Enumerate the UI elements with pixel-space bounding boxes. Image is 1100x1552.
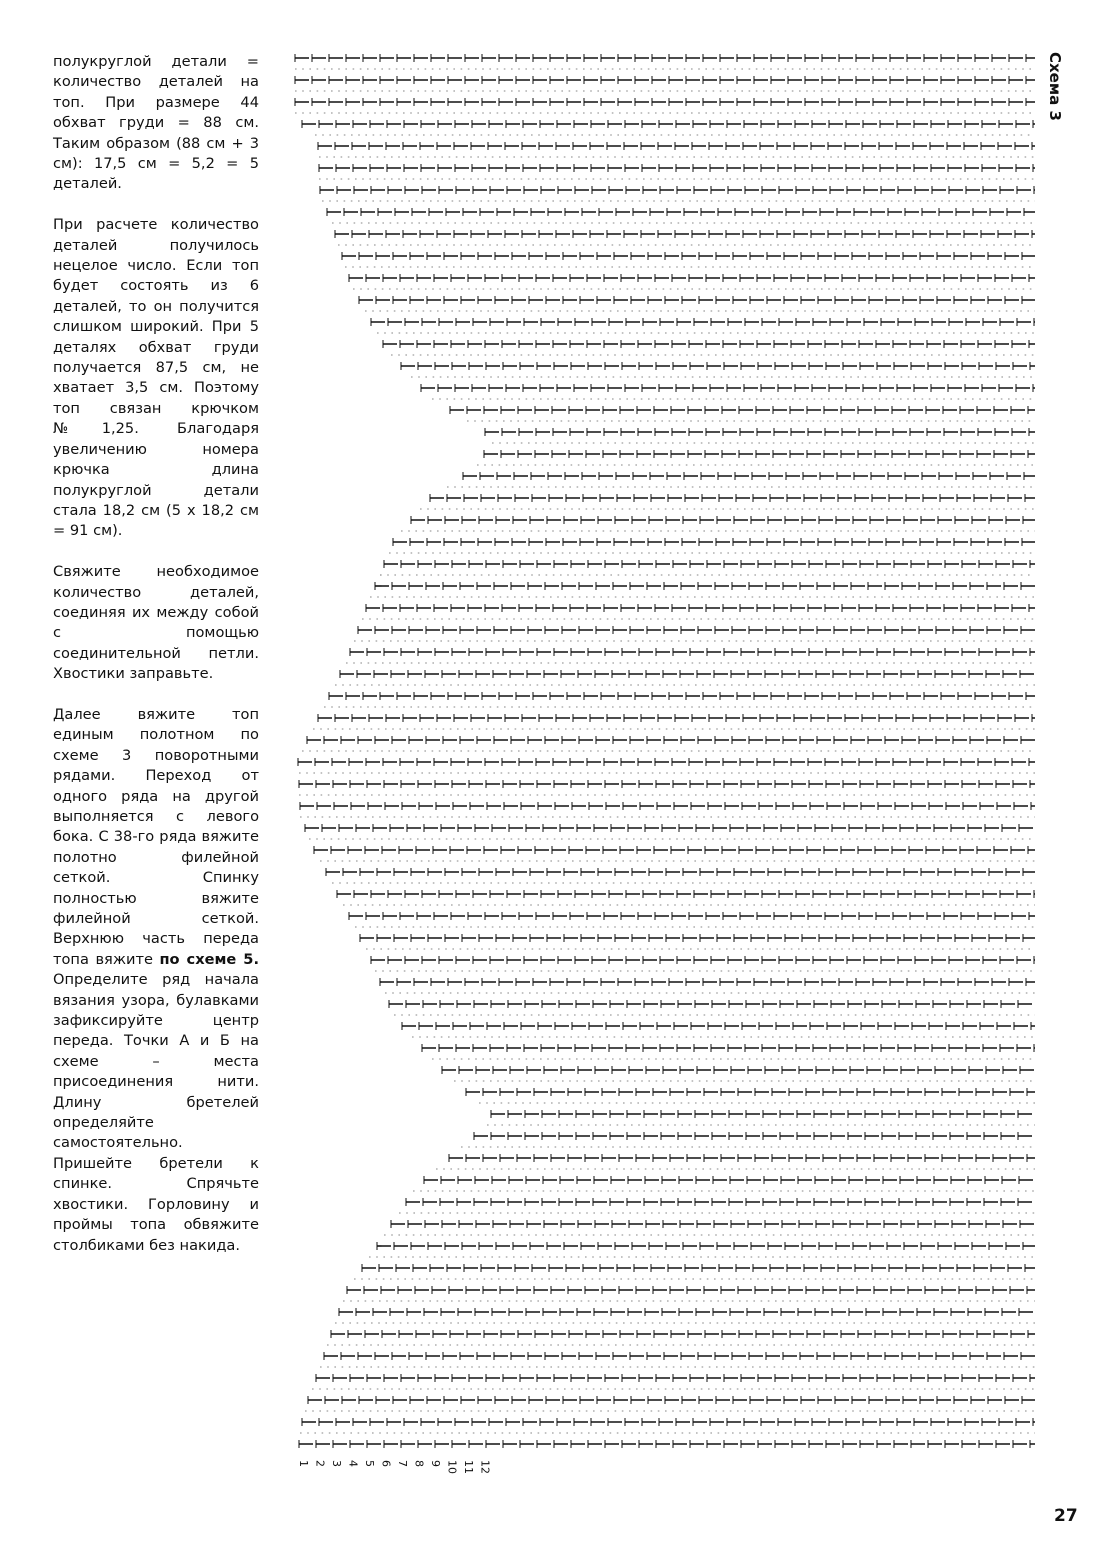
article-text (53, 52, 259, 1276)
row-number-label: 10 (445, 1460, 459, 1474)
scheme-row (491, 1110, 1035, 1118)
scheme-row (298, 758, 1035, 766)
scheme-row (307, 736, 1035, 744)
scheme-row (305, 824, 1035, 832)
scheme-row (295, 76, 1035, 84)
row-number-label: 3 (330, 1460, 343, 1467)
scheme-row (295, 54, 1035, 62)
scheme-row (308, 1396, 1035, 1404)
scheme-row (350, 648, 1035, 656)
scheme-row (474, 1132, 1035, 1140)
scheme-row (358, 626, 1035, 634)
scheme-row (466, 1088, 1035, 1096)
scheme-row (484, 450, 1035, 458)
scheme-row (326, 868, 1035, 876)
scheme-row-ticks (340, 670, 1020, 678)
scheme-row (402, 1022, 1035, 1030)
scheme-row (375, 582, 1035, 590)
scheme-row (318, 714, 1035, 722)
scheme-row (300, 802, 1035, 810)
scheme-row (449, 1154, 1035, 1162)
scheme-row-ticks (350, 648, 1030, 656)
row-number-label: 1 (297, 1460, 310, 1467)
scheme-row (327, 208, 1035, 216)
scheme-row (335, 230, 1035, 238)
scheme-title: Схема 3 (1046, 52, 1064, 121)
paragraph-4 (53, 705, 259, 1256)
scheme-row (319, 164, 1035, 172)
scheme-row (302, 1418, 1035, 1426)
row-number-label: 5 (363, 1460, 376, 1467)
scheme-row-ticks (349, 912, 1029, 920)
row-number-label: 7 (396, 1460, 409, 1467)
scheme-row (450, 406, 1035, 414)
row-number-label: 8 (412, 1460, 426, 1467)
scheme-row (302, 120, 1035, 128)
scheme-row (342, 252, 1035, 260)
scheme-row (371, 318, 1035, 326)
scheme-rows (295, 54, 1035, 1448)
page-number: 27 (1054, 1506, 1078, 1526)
scheme-row (384, 560, 1035, 568)
scheme-row (359, 296, 1035, 304)
scheme-row (401, 362, 1035, 370)
scheme-row (485, 428, 1035, 436)
scheme-row (324, 1352, 1035, 1360)
scheme-row (391, 1220, 1035, 1228)
scheme-row-ticks (347, 1286, 1027, 1294)
scheme-row (320, 186, 1035, 194)
scheme-row (349, 912, 1035, 920)
scheme-row-ticks (342, 252, 1022, 260)
paragraph-4-end: Определите ряд начала вязания узора, булавками зафиксируйте центр переда. Точки А и Б на схеме – места присоединения нити. Длину бретелей определяйте самостоятельно. Пришейте бретели к спинке. Спрячьте хвостики. Горловину и проймы топа обвяжите столбиками без накида. (53, 971, 259, 1254)
scheme-row (340, 670, 1035, 678)
paragraph-4-start: Далее вяжите топ единым полотном по схеме 3 поворотными рядами. Переход от одного ряда на другой выполняется с левого бока. С 38-го ряда вяжите полотно филейной сеткой. Спинку полностью вяжите филейной сеткой. Верхнюю часть переда топа вяжите (53, 705, 259, 968)
scheme-row (331, 1330, 1035, 1338)
scheme-row (314, 846, 1035, 854)
scheme-row (411, 516, 1035, 524)
scheme-row (316, 1374, 1035, 1382)
scheme-row (442, 1066, 1035, 1074)
scheme-row (362, 1264, 1035, 1272)
scheme-row (406, 1198, 1035, 1206)
scheme-row (430, 494, 1035, 502)
row-number-label: 12 (478, 1460, 492, 1474)
scheme-row-ticks (349, 274, 1029, 282)
scheme-row (383, 340, 1035, 348)
scheme-row (349, 274, 1035, 282)
scheme-row-ticks (339, 1308, 1019, 1316)
scheme-row (380, 978, 1035, 986)
scheme-row (463, 472, 1035, 480)
paragraph-3: Свяжите необходимое количество деталей, соединяя их между собой с помощью соединительной петли. Хвостики заправьте. (53, 563, 259, 683)
scheme-row (424, 1176, 1035, 1184)
scheme-row (360, 934, 1035, 942)
paragraph-2: При расчете количество деталей получилось нецелое число. Если топ будет состоять из 6 деталей, то он получится слишком широкий. При 5 деталях обхват груди получается 87,5 см, не хватает 3,5 см. Поэтому топ связан крючком №1,25. Благодаря увеличению номера крючка длина полукруглой детали стала 18,2 см (5 х 18,2 см = 91 см). (53, 216, 259, 540)
row-number-label: 11 (462, 1460, 475, 1474)
scheme-5-reference: по схеме 5. (159, 950, 259, 968)
scheme-row (337, 890, 1035, 898)
scheme-row (371, 956, 1035, 964)
scheme-row (389, 1000, 1035, 1008)
scheme-row (295, 98, 1035, 106)
row-number-label: 6 (379, 1460, 393, 1467)
scheme-row (329, 692, 1035, 700)
scheme-row (421, 384, 1035, 392)
scheme-row (347, 1286, 1035, 1294)
scheme-row (377, 1242, 1035, 1250)
paragraph-1: полукруглой детали = количество деталей на топ. При размере 44 обхват груди = 88 см. Таким образом (88 см + 3 см): 17,5 см = 5,2 = 5 деталей. (53, 53, 259, 193)
row-number-label: 2 (313, 1460, 327, 1467)
scheme-row (299, 780, 1035, 788)
scheme-row (318, 142, 1035, 150)
scheme-row (393, 538, 1035, 546)
scheme-row (422, 1044, 1035, 1052)
row-number-label: 4 (346, 1460, 360, 1467)
scheme-row (339, 1308, 1035, 1316)
row-number-label: 9 (429, 1460, 442, 1467)
scheme-row (366, 604, 1035, 612)
scheme-row (299, 1440, 1035, 1448)
row-number-labels (297, 1460, 492, 1474)
crochet-scheme-chart (290, 40, 1040, 1490)
